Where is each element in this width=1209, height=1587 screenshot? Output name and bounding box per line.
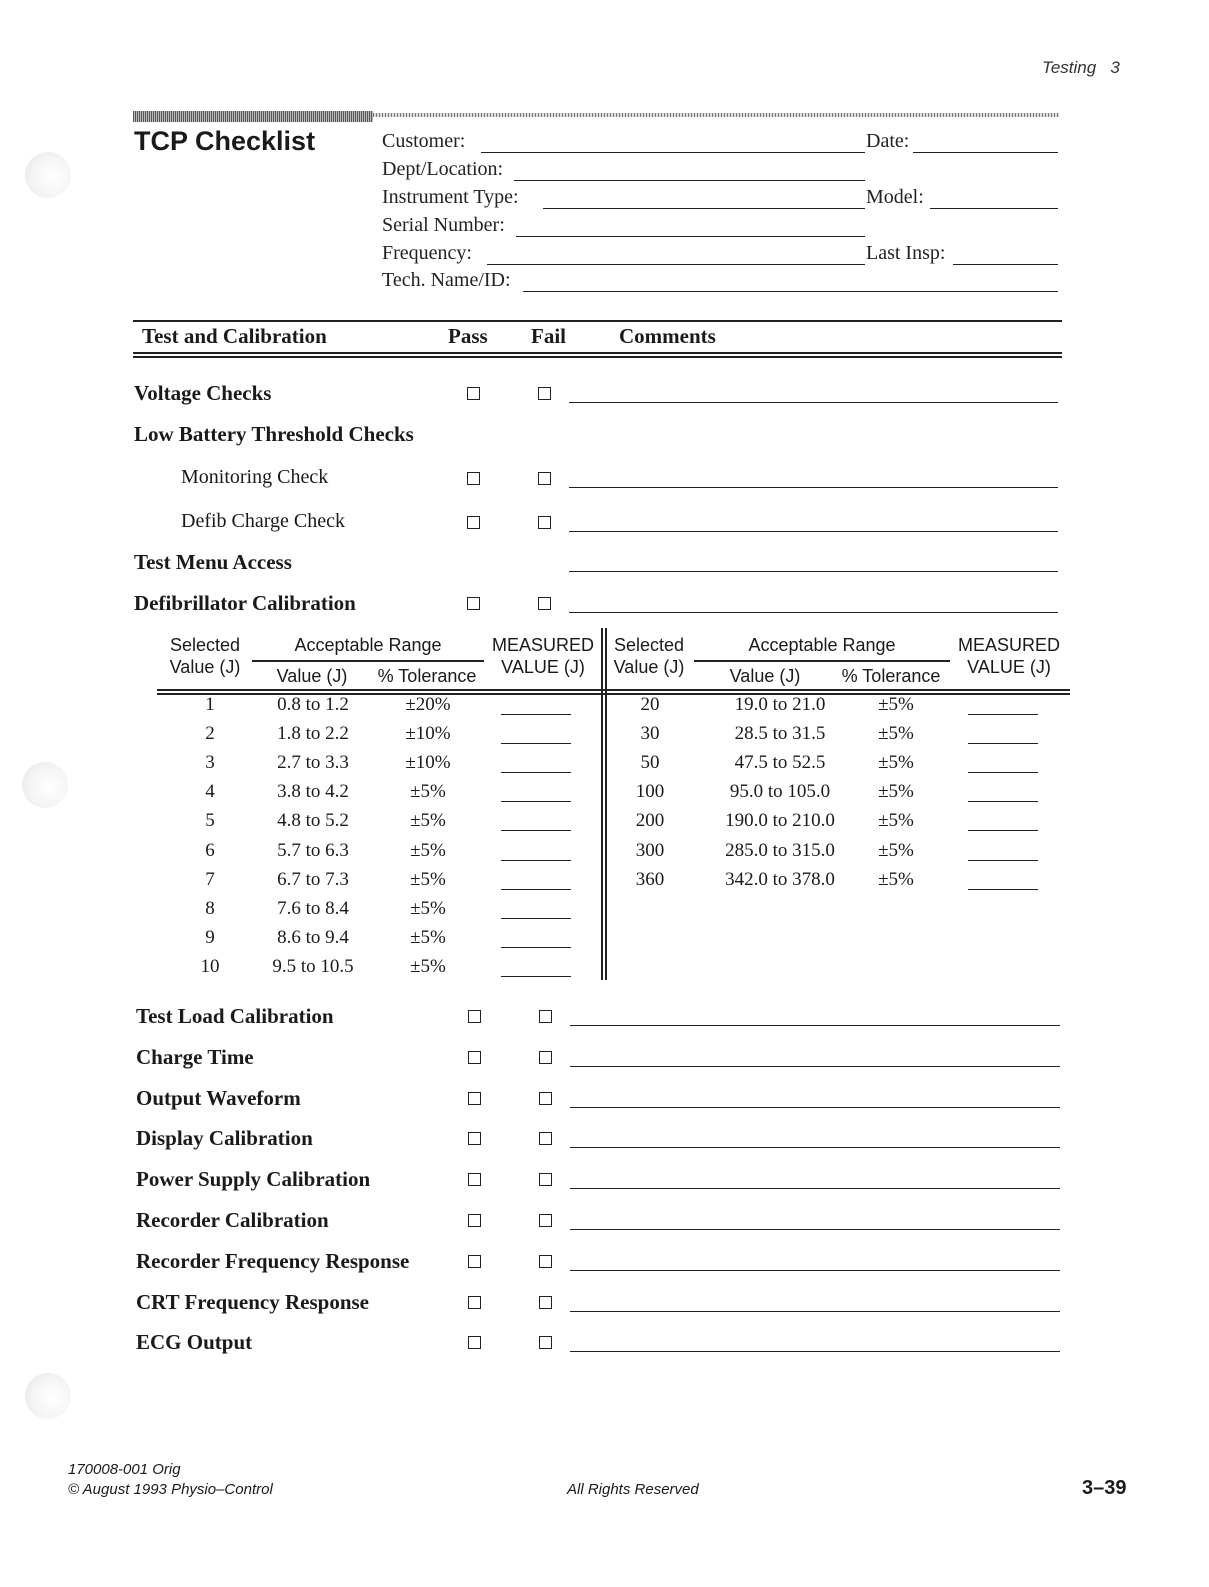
check-label: Recorder Frequency Response <box>136 1249 410 1273</box>
fail-checkbox[interactable] <box>538 597 551 610</box>
measured-value-field[interactable] <box>968 860 1038 861</box>
pass-checkbox[interactable] <box>468 1132 481 1145</box>
pass-checkbox[interactable] <box>468 1255 481 1268</box>
range-value: 95.0 to 105.0 <box>729 781 831 802</box>
range-value: 1.8 to 2.2 <box>277 723 349 744</box>
selected-value: 30 <box>640 723 660 744</box>
fail-checkbox[interactable] <box>539 1092 552 1105</box>
serial-label: Serial Number: <box>382 214 505 236</box>
check-label: Test Menu Access <box>134 550 292 574</box>
fail-checkbox[interactable] <box>539 1214 552 1227</box>
doc-number: 170008-001 Orig <box>68 1461 181 1478</box>
range-value: 190.0 to 210.0 <box>725 810 835 831</box>
measured-value-field[interactable] <box>501 801 571 802</box>
tolerance-value: ±5% <box>878 752 914 773</box>
model-field[interactable] <box>930 208 1058 209</box>
selected-value: 100 <box>635 781 665 802</box>
th-range-value-right: Value (J) <box>729 666 801 686</box>
check-label: CRT Frequency Response <box>136 1290 369 1314</box>
measured-value-field[interactable] <box>501 889 571 890</box>
binder-hole-middle <box>22 762 68 808</box>
selected-value: 5 <box>205 810 215 831</box>
fail-checkbox[interactable] <box>539 1132 552 1145</box>
tolerance-value: ±10% <box>405 723 451 744</box>
check-label: Defibrillator Calibration <box>134 591 356 615</box>
selected-value: 2 <box>205 723 215 744</box>
frequency-label: Frequency: <box>382 242 472 264</box>
comment-line[interactable] <box>570 1270 1060 1271</box>
tolerance-value: ±20% <box>405 694 451 715</box>
check-label: Recorder Calibration <box>136 1208 329 1232</box>
chapter-number: 3 <box>1110 58 1120 77</box>
th-acceptable-range: Acceptable Range <box>294 635 442 655</box>
tolerance-value: ±10% <box>405 752 451 773</box>
comment-line[interactable] <box>570 1066 1060 1067</box>
selected-value: 6 <box>205 840 215 861</box>
customer-field[interactable] <box>481 152 865 153</box>
tech-field[interactable] <box>523 291 1058 292</box>
pass-checkbox[interactable] <box>468 1336 481 1349</box>
th-measured: MEASURED VALUE (J) <box>492 635 595 677</box>
selected-value: 360 <box>635 869 665 890</box>
rights-reserved: All Rights Reserved <box>567 1481 699 1498</box>
tolerance-value: ±5% <box>878 840 914 861</box>
check-label: Test Load Calibration <box>136 1004 334 1028</box>
range-value: 6.7 to 7.3 <box>277 869 349 890</box>
measured-value-field[interactable] <box>968 830 1038 831</box>
range-value: 19.0 to 21.0 <box>734 694 826 715</box>
selected-value: 9 <box>205 927 215 948</box>
selected-value: 20 <box>640 694 660 715</box>
pass-checkbox[interactable] <box>467 516 480 529</box>
page-title: TCP Checklist <box>134 126 316 156</box>
date-label: Date: <box>866 130 910 152</box>
tolerance-value: ±5% <box>410 869 446 890</box>
range-value: 7.6 to 8.4 <box>277 898 349 919</box>
copyright: © August 1993 Physio–Control <box>68 1481 273 1498</box>
check-label: Monitoring Check <box>181 466 329 488</box>
frequency-field[interactable] <box>487 264 865 265</box>
th-tolerance: % Tolerance <box>377 666 477 686</box>
comment-line[interactable] <box>569 571 1058 572</box>
th-tolerance-right: % Tolerance <box>841 666 941 686</box>
check-label: Charge Time <box>136 1045 254 1069</box>
pass-checkbox[interactable] <box>468 1214 481 1227</box>
binder-hole-bottom <box>25 1373 71 1419</box>
th-acceptable-range-right: Acceptable Range <box>748 635 896 655</box>
table-divider-1 <box>601 628 603 980</box>
range-value: 285.0 to 315.0 <box>725 840 835 861</box>
measured-value-field[interactable] <box>501 772 571 773</box>
range-value: 47.5 to 52.5 <box>734 752 826 773</box>
comment-line[interactable] <box>570 1107 1060 1108</box>
range-value: 5.7 to 6.3 <box>277 840 349 861</box>
measured-value-field[interactable] <box>501 947 571 948</box>
measured-value-field[interactable] <box>501 918 571 919</box>
section-name: Testing <box>1042 58 1097 77</box>
fail-checkbox[interactable] <box>539 1255 552 1268</box>
selected-value: 200 <box>635 810 665 831</box>
selected-value: 300 <box>635 840 665 861</box>
comment-line[interactable] <box>570 1147 1060 1148</box>
col-test-calibration: Test and Calibration <box>142 324 327 348</box>
comment-line[interactable] <box>569 487 1058 488</box>
col-comments: Comments <box>619 324 716 348</box>
pass-checkbox[interactable] <box>467 597 480 610</box>
th-range-rule-right <box>694 660 950 662</box>
range-value: 4.8 to 5.2 <box>277 810 349 831</box>
table-header-rule-1 <box>157 689 1070 691</box>
measured-value-field[interactable] <box>968 714 1038 715</box>
comment-line[interactable] <box>569 612 1058 613</box>
selected-value: 4 <box>205 781 215 802</box>
measured-value-field[interactable] <box>501 976 571 977</box>
table-divider-2 <box>605 628 607 980</box>
column-header-rule-2 <box>133 356 1062 358</box>
measured-value-field[interactable] <box>501 714 571 715</box>
measured-value-field[interactable] <box>968 743 1038 744</box>
measured-value-field[interactable] <box>968 772 1038 773</box>
selected-value: 10 <box>200 956 220 977</box>
th-range-value: Value (J) <box>276 666 348 686</box>
fail-checkbox[interactable] <box>539 1336 552 1349</box>
th-measured-right: MEASURED VALUE (J) <box>958 635 1061 677</box>
comment-line[interactable] <box>570 1311 1060 1312</box>
pass-checkbox[interactable] <box>468 1296 481 1309</box>
range-value: 2.7 to 3.3 <box>277 752 349 773</box>
comment-line[interactable] <box>570 1025 1060 1026</box>
col-fail: Fail <box>531 324 566 348</box>
measured-value-field[interactable] <box>501 830 571 831</box>
fail-checkbox[interactable] <box>538 387 551 400</box>
last-insp-field[interactable] <box>953 264 1058 265</box>
selected-value: 8 <box>205 898 215 919</box>
comment-line[interactable] <box>570 1229 1060 1230</box>
range-value: 28.5 to 31.5 <box>734 723 826 744</box>
comment-line[interactable] <box>569 531 1058 532</box>
range-value: 8.6 to 9.4 <box>277 927 349 948</box>
check-label: Defib Charge Check <box>181 510 346 532</box>
tolerance-value: ±5% <box>410 781 446 802</box>
measured-value-field[interactable] <box>501 860 571 861</box>
dept-label: Dept/Location: <box>382 158 504 180</box>
tolerance-value: ±5% <box>410 898 446 919</box>
tech-label: Tech. Name/ID: <box>382 269 511 291</box>
tolerance-value: ±5% <box>410 810 446 831</box>
check-label: Voltage Checks <box>134 381 272 405</box>
tolerance-value: ±5% <box>410 956 446 977</box>
range-value: 342.0 to 378.0 <box>725 869 835 890</box>
instrument-field[interactable] <box>543 208 865 209</box>
tolerance-value: ±5% <box>878 694 914 715</box>
tolerance-value: ±5% <box>878 869 914 890</box>
tolerance-value: ±5% <box>878 723 914 744</box>
range-value: 0.8 to 1.2 <box>277 694 349 715</box>
tolerance-value: ±5% <box>878 810 914 831</box>
column-header-rule-1 <box>133 352 1062 354</box>
measured-value-field[interactable] <box>968 889 1038 890</box>
fail-checkbox[interactable] <box>539 1051 552 1064</box>
pass-checkbox[interactable] <box>468 1010 481 1023</box>
page-number: 3–39 <box>1082 1477 1127 1499</box>
instrument-label: Instrument Type: <box>382 186 519 208</box>
th-range-rule <box>252 660 484 662</box>
model-label: Model: <box>866 186 924 208</box>
check-label: Low Battery Threshold Checks <box>134 422 414 446</box>
comment-line[interactable] <box>570 1351 1060 1352</box>
range-value: 3.8 to 4.2 <box>277 781 349 802</box>
selected-value: 7 <box>205 869 215 890</box>
selected-value: 3 <box>205 752 215 773</box>
header-rule-dark <box>133 111 373 122</box>
tolerance-value: ±5% <box>878 781 914 802</box>
header-rule-light <box>373 113 1059 117</box>
column-header-top-rule <box>133 320 1062 322</box>
tolerance-value: ±5% <box>410 840 446 861</box>
tolerance-value: ±5% <box>410 927 446 948</box>
fail-checkbox[interactable] <box>539 1010 552 1023</box>
check-label: ECG Output <box>136 1330 253 1354</box>
range-value: 9.5 to 10.5 <box>272 956 354 977</box>
col-pass: Pass <box>448 324 488 348</box>
th-selected-right: Selected Value (J) <box>613 635 685 677</box>
dept-field[interactable] <box>514 180 865 181</box>
check-label: Display Calibration <box>136 1126 313 1150</box>
fail-checkbox[interactable] <box>538 472 551 485</box>
fail-checkbox[interactable] <box>539 1173 552 1186</box>
last-insp-label: Last Insp: <box>866 242 946 264</box>
measured-value-field[interactable] <box>501 743 571 744</box>
running-header <box>1042 58 1120 78</box>
check-label: Output Waveform <box>136 1086 301 1110</box>
pass-checkbox[interactable] <box>467 472 480 485</box>
pass-checkbox[interactable] <box>467 387 480 400</box>
date-field[interactable] <box>913 152 1058 153</box>
customer-label: Customer: <box>382 130 466 152</box>
comment-line[interactable] <box>569 402 1058 403</box>
serial-field[interactable] <box>516 236 865 237</box>
measured-value-field[interactable] <box>968 801 1038 802</box>
fail-checkbox[interactable] <box>538 516 551 529</box>
comment-line[interactable] <box>570 1188 1060 1189</box>
pass-checkbox[interactable] <box>468 1051 481 1064</box>
fail-checkbox[interactable] <box>539 1296 552 1309</box>
binder-hole-top <box>25 152 71 198</box>
selected-value: 50 <box>640 752 660 773</box>
selected-value: 1 <box>205 694 215 715</box>
check-label: Power Supply Calibration <box>136 1167 371 1191</box>
th-selected: Selected Value (J) <box>169 635 241 677</box>
pass-checkbox[interactable] <box>468 1173 481 1186</box>
pass-checkbox[interactable] <box>468 1092 481 1105</box>
